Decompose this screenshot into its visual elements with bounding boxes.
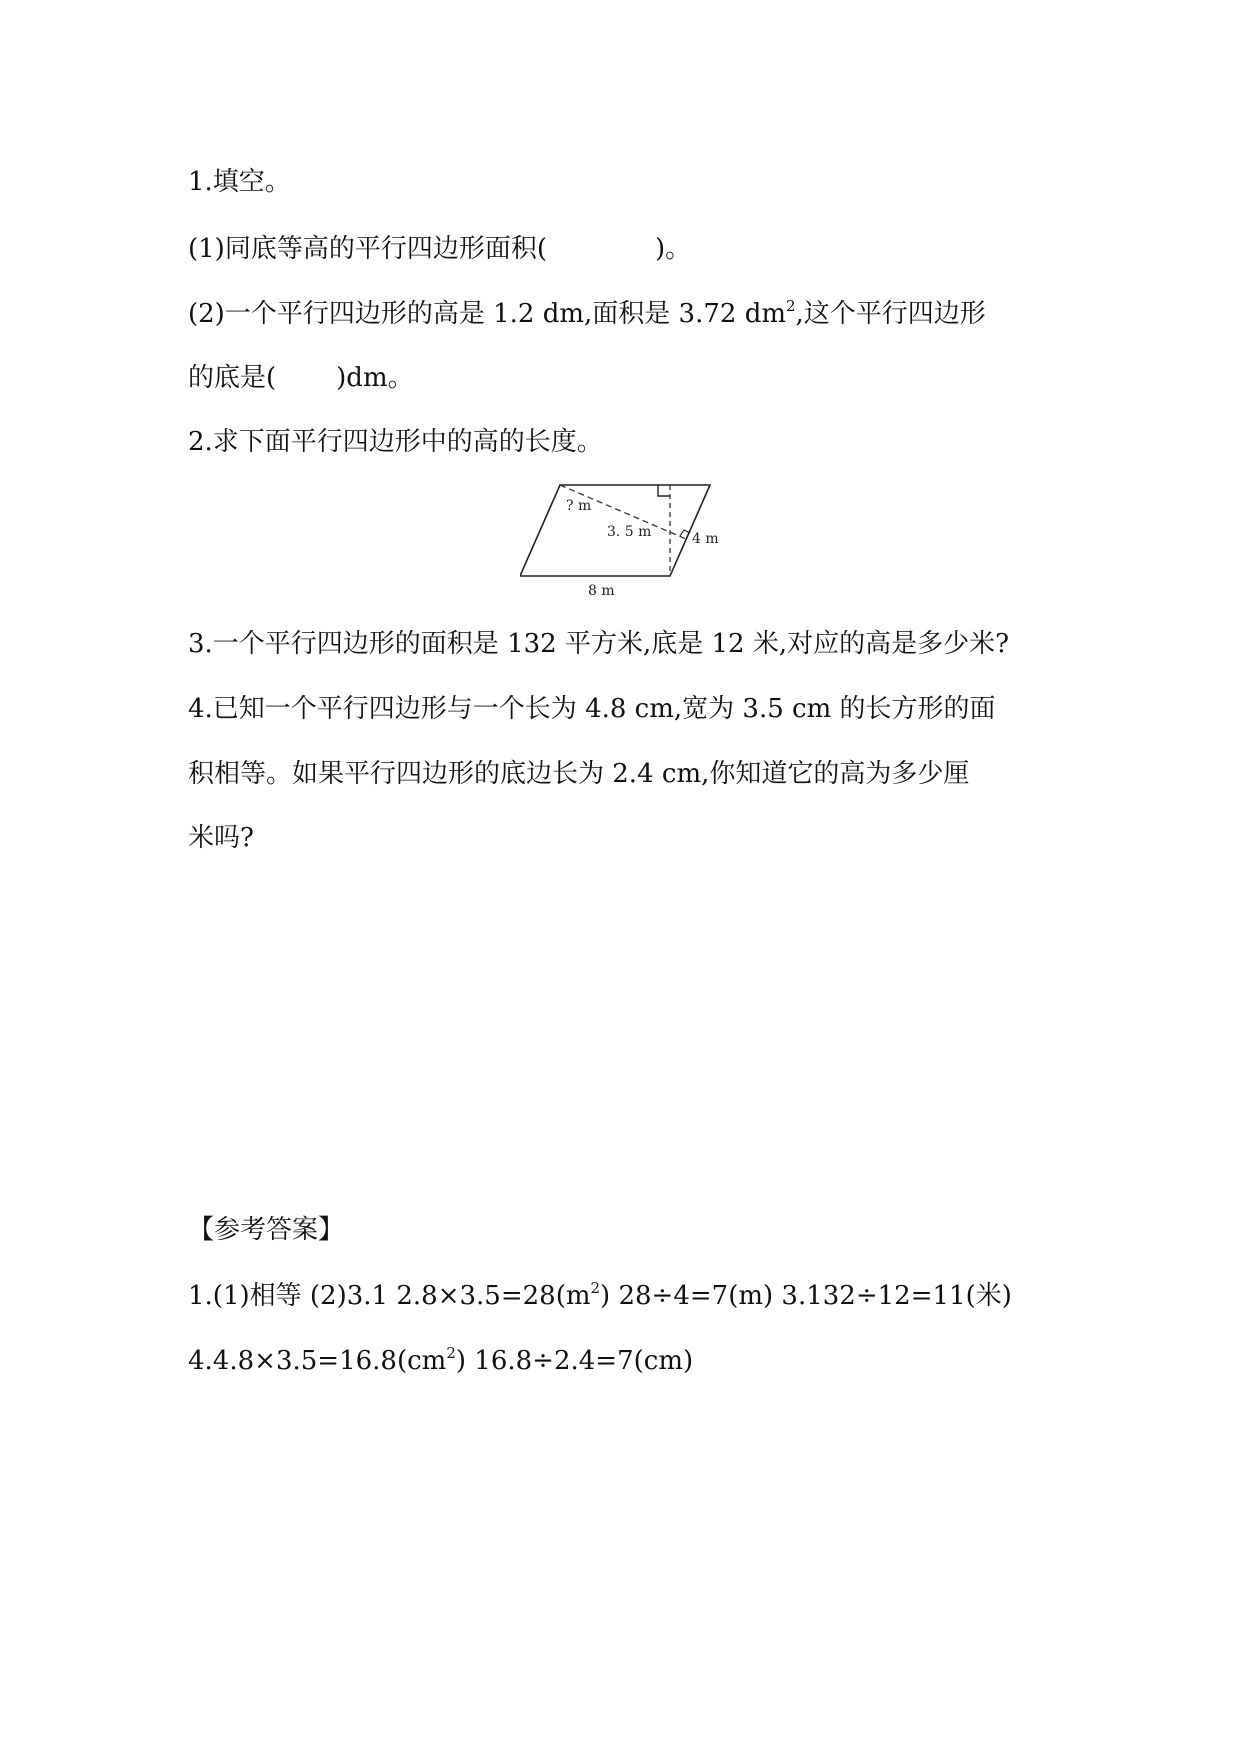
- q4-line1: 4.已知一个平行四边形与一个长为 4.8 cm,宽为 3.5 cm 的长方形的面: [188, 694, 996, 724]
- q4-line3: 米吗?: [188, 823, 254, 853]
- q4-line2: 积相等。如果平行四边形的底边长为 2.4 cm,你知道它的高为多少厘: [188, 759, 970, 789]
- parallelogram-figure: [520, 478, 740, 603]
- label-side-4: 4 m: [692, 531, 719, 547]
- q1-sub1: [188, 231, 691, 267]
- answers-line1: [188, 1278, 1012, 1314]
- label-side-3-5: 3. 5 m: [607, 524, 652, 540]
- q3-text: 3.一个平行四边形的面积是 132 平方米,底是 12 米,对应的高是多少米?: [188, 629, 1010, 659]
- q1-sub1-tail: )。: [654, 234, 692, 264]
- answers-line1-superscript: 2: [590, 1279, 601, 1297]
- q1-sub2-line2: [188, 360, 414, 396]
- q1-title: 1.填空。: [188, 167, 291, 197]
- answers-line1-a: 1.(1)相等 (2)3.1 2.8×3.5=28(m: [188, 1281, 591, 1311]
- answers-line2-b: ) 16.8÷2.4=7(cm): [455, 1346, 694, 1376]
- q1-sub2-line2-text: 的底是(: [188, 363, 277, 393]
- answers-line1-b: ) 28÷4=7(m) 3.132÷12=11(米): [600, 1281, 1012, 1311]
- answers-heading: 【参考答案】: [188, 1215, 345, 1245]
- q1-sub2-line2-tail: )dm。: [336, 363, 414, 393]
- label-unknown-height: ? m: [566, 498, 592, 514]
- label-base-8: 8 m: [588, 583, 615, 599]
- q1-sub2-superscript: 2: [786, 297, 796, 315]
- q1-sub2-text-b: ,这个平行四边形: [795, 299, 986, 329]
- q1-sub2-line1: [188, 296, 986, 332]
- answers-line2-a: 4.4.8×3.5=16.8(cm: [188, 1346, 447, 1376]
- q1-sub2-text-a: (2)一个平行四边形的高是 1.2 dm,面积是 3.72 dm: [188, 299, 786, 329]
- q1-sub1-text: (1)同底等高的平行四边形面积(: [188, 234, 547, 264]
- q2-title: 2.求下面平行四边形中的高的长度。: [188, 427, 603, 457]
- answers-line2-superscript: 2: [446, 1344, 456, 1362]
- answers-line2: [188, 1343, 693, 1379]
- right-angle-mark: [658, 485, 670, 496]
